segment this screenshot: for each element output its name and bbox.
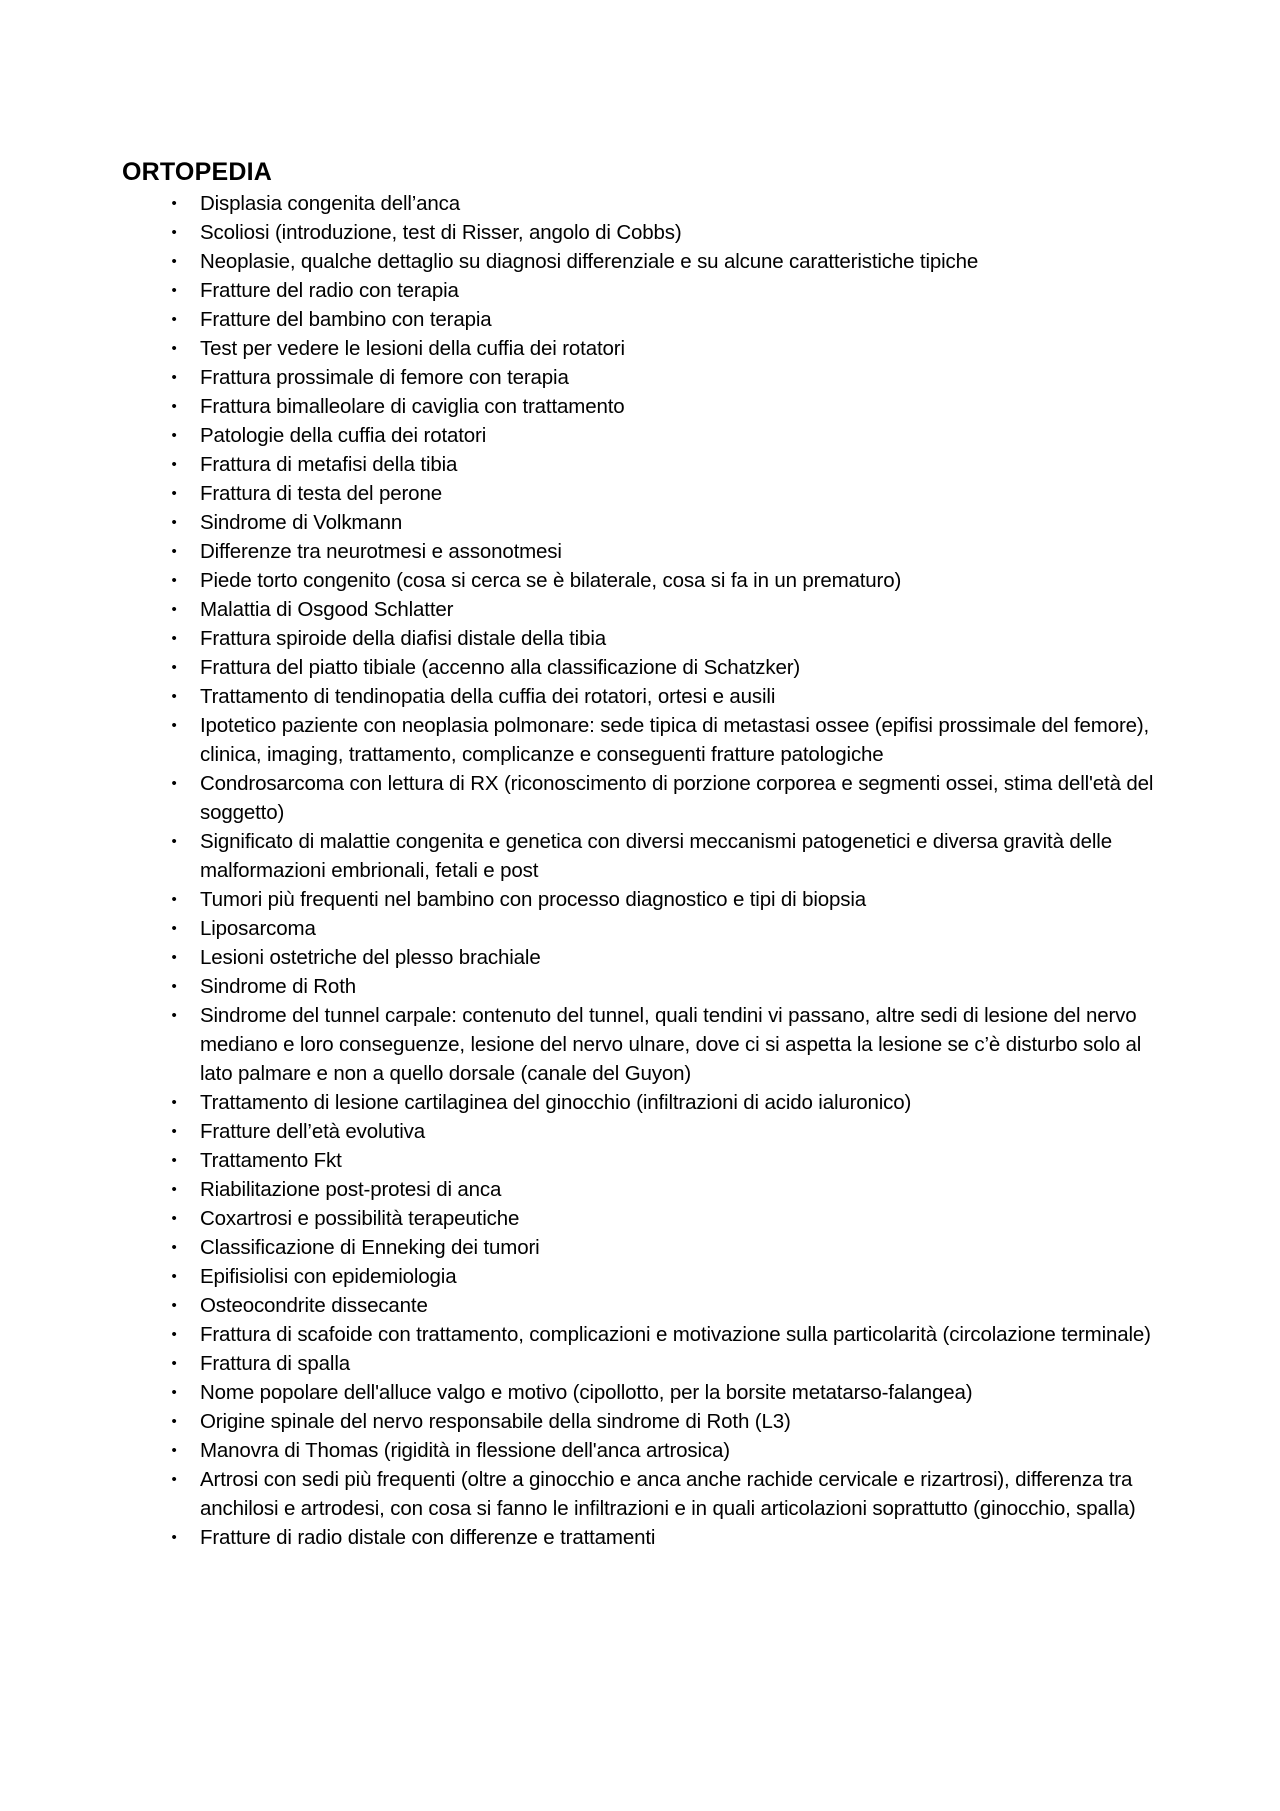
bullet-icon: • [171, 1529, 177, 1546]
bullet-icon: • [171, 717, 177, 734]
bullet-icon: • [171, 572, 177, 589]
bullet-icon: • [171, 1355, 177, 1372]
list-item [122, 1349, 1172, 1378]
bullet-icon: • [171, 1094, 177, 1111]
bullet-icon: • [171, 282, 177, 299]
list-item-text: Origine spinale del nervo responsabile della sindrome di Roth (L3) [200, 1410, 791, 1433]
bullet-icon: • [171, 688, 177, 705]
bullet-icon: • [171, 1210, 177, 1227]
bullet-icon: • [171, 1471, 177, 1488]
bullet-icon: • [171, 659, 177, 676]
list-item [122, 1523, 1172, 1552]
bullet-icon: • [171, 224, 177, 241]
bullet-icon: • [171, 1413, 177, 1430]
list-item-text: Sindrome del tunnel carpale: contenuto del tunnel, quali tendini vi passano, altre sedi di lesione del nervo mediano e loro conseguenze, lesione del nervo ulnare, dove ci si aspetta la lesione se c’è disturbo solo al lato palmare e non a quello dorsale (canale del Guyon) [200, 1004, 1142, 1085]
list-item [122, 682, 1172, 711]
bullet-icon: • [171, 514, 177, 531]
bullet-icon: • [171, 1152, 177, 1169]
list-item [122, 595, 1172, 624]
bullet-icon: • [171, 456, 177, 473]
list-item-text: Piede torto congenito (cosa si cerca se è bilaterale, cosa si fa in un prematuro) [200, 569, 902, 592]
list-item [122, 276, 1172, 305]
list-item-text: Sindrome di Volkmann [200, 511, 403, 534]
bullet-icon: • [171, 1384, 177, 1401]
list-item [122, 769, 1172, 827]
bullet-icon: • [171, 1007, 177, 1024]
list-item [122, 624, 1172, 653]
list-item-text: Neoplasie, qualche dettaglio su diagnosi differenziale e su alcune caratteristiche tipiche [200, 250, 979, 273]
list-item-text: Frattura bimalleolare di caviglia con trattamento [200, 395, 625, 418]
list-item-text: Osteocondrite dissecante [200, 1294, 428, 1317]
list-item-text: Frattura di testa del perone [200, 482, 442, 505]
bullet-icon: • [171, 311, 177, 328]
list-item [122, 1204, 1172, 1233]
list-item [122, 305, 1172, 334]
bullet-icon: • [171, 1239, 177, 1256]
list-item-text: Frattura del piatto tibiale (accenno alla classificazione di Schatzker) [200, 656, 801, 679]
bullet-icon: • [171, 978, 177, 995]
list-item [122, 392, 1172, 421]
list-item [122, 1320, 1172, 1349]
bullet-icon: • [171, 1297, 177, 1314]
bullet-icon: • [171, 1123, 177, 1140]
list-item-text: Frattura di spalla [200, 1352, 350, 1375]
page-title: ORTOPEDIA [122, 158, 272, 186]
list-item-text: Fratture dell’età evolutiva [200, 1120, 425, 1143]
list-item [122, 1378, 1172, 1407]
list-item [122, 421, 1172, 450]
list-item-text: Significato di malattie congenita e genetica con diversi meccanismi patogenetici e diversa gravità delle malformazioni embrionali, fetali e post [200, 830, 1112, 882]
list-item [122, 914, 1172, 943]
bullet-icon: • [171, 630, 177, 647]
list-item-text: Fratture del bambino con terapia [200, 308, 492, 331]
list-item [122, 1088, 1172, 1117]
list-item-text: Frattura prossimale di femore con terapia [200, 366, 569, 389]
list-item [122, 1436, 1172, 1465]
list-item [122, 1407, 1172, 1436]
list-item-text: Test per vedere le lesioni della cuffia dei rotatori [200, 337, 625, 360]
list-item-text: Epifisiolisi con epidemiologia [200, 1265, 457, 1288]
list-item-text: Frattura spiroide della diafisi distale della tibia [200, 627, 606, 650]
bullet-icon: • [171, 891, 177, 908]
list-item-text: Differenze tra neurotmesi e assonotmesi [200, 540, 562, 563]
bullet-icon: • [171, 949, 177, 966]
list-item-text: Classificazione di Enneking dei tumori [200, 1236, 540, 1259]
list-item-text: Displasia congenita dell’anca [200, 192, 461, 215]
list-item-text: Riabilitazione post-protesi di anca [200, 1178, 502, 1201]
list-item [122, 943, 1172, 972]
bullet-icon: • [171, 543, 177, 560]
bullet-icon: • [171, 1442, 177, 1459]
list-item [122, 479, 1172, 508]
bullet-icon: • [171, 920, 177, 937]
topic-list [122, 189, 1172, 1552]
list-item [122, 653, 1172, 682]
list-item-text: Condrosarcoma con lettura di RX (riconoscimento di porzione corporea e segmenti ossei, stima dell'età del soggetto) [200, 772, 1154, 824]
list-item-text: Tumori più frequenti nel bambino con processo diagnostico e tipi di biopsia [200, 888, 867, 911]
list-item [122, 711, 1172, 769]
list-item [122, 450, 1172, 479]
list-item [122, 189, 1172, 218]
list-item-text: Nome popolare dell'alluce valgo e motivo (cipollotto, per la borsite metatarso-falangea) [200, 1381, 973, 1404]
list-item [122, 1262, 1172, 1291]
list-item [122, 1146, 1172, 1175]
list-item-text: Frattura di scafoide con trattamento, complicazioni e motivazione sulla particolarità (circolazione terminale) [200, 1323, 1151, 1346]
list-item-text: Malattia di Osgood Schlatter [200, 598, 454, 621]
list-item-text: Lesioni ostetriche del plesso brachiale [200, 946, 541, 969]
list-item-text: Trattamento Fkt [200, 1149, 342, 1172]
list-item-text: Fratture di radio distale con differenze e trattamenti [200, 1526, 656, 1549]
list-item-text: Sindrome di Roth [200, 975, 356, 998]
list-item [122, 508, 1172, 537]
list-item-text: Trattamento di lesione cartilaginea del ginocchio (infiltrazioni di acido ialuronico) [200, 1091, 912, 1114]
list-item-text: Frattura di metafisi della tibia [200, 453, 458, 476]
bullet-icon: • [171, 1268, 177, 1285]
bullet-icon: • [171, 195, 177, 212]
bullet-icon: • [171, 485, 177, 502]
list-item [122, 1465, 1172, 1523]
list-item-text: Ipotetico paziente con neoplasia polmonare: sede tipica di metastasi ossee (epifisi prossimale del femore), clinica, imaging, trattamento, complicanze e conseguenti fratture patologiche [200, 714, 1150, 766]
list-item-text: Fratture del radio con terapia [200, 279, 459, 302]
document-content [122, 155, 1172, 1552]
bullet-icon: • [171, 253, 177, 270]
list-item-text: Coxartrosi e possibilità terapeutiche [200, 1207, 520, 1230]
bullet-icon: • [171, 1181, 177, 1198]
bullet-icon: • [171, 601, 177, 618]
list-item-text: Liposarcoma [200, 917, 316, 940]
list-item [122, 1001, 1172, 1088]
list-item-text: Scoliosi (introduzione, test di Risser, angolo di Cobbs) [200, 221, 682, 244]
list-item [122, 1233, 1172, 1262]
list-item [122, 537, 1172, 566]
list-item [122, 972, 1172, 1001]
list-item [122, 1175, 1172, 1204]
list-item [122, 334, 1172, 363]
list-item-text: Patologie della cuffia dei rotatori [200, 424, 487, 447]
bullet-icon: • [171, 775, 177, 792]
bullet-icon: • [171, 427, 177, 444]
list-item-text: Trattamento di tendinopatia della cuffia dei rotatori, ortesi e ausili [200, 685, 776, 708]
list-item [122, 885, 1172, 914]
bullet-icon: • [171, 833, 177, 850]
list-item-text: Manovra di Thomas (rigidità in flessione dell'anca artrosica) [200, 1439, 730, 1462]
list-item-text: Artrosi con sedi più frequenti (oltre a ginocchio e anca anche rachide cervicale e rizartrosi), differenza tra anchilosi e artrodesi, con cosa si fanno le infiltrazioni e in quali articolazioni soprattutto (ginocchio, spalla) [200, 1468, 1136, 1520]
list-item [122, 827, 1172, 885]
bullet-icon: • [171, 1326, 177, 1343]
list-item [122, 1117, 1172, 1146]
bullet-icon: • [171, 369, 177, 386]
list-item [122, 566, 1172, 595]
list-item [122, 1291, 1172, 1320]
list-item [122, 247, 1172, 276]
list-item [122, 363, 1172, 392]
bullet-icon: • [171, 398, 177, 415]
bullet-icon: • [171, 340, 177, 357]
list-item [122, 218, 1172, 247]
